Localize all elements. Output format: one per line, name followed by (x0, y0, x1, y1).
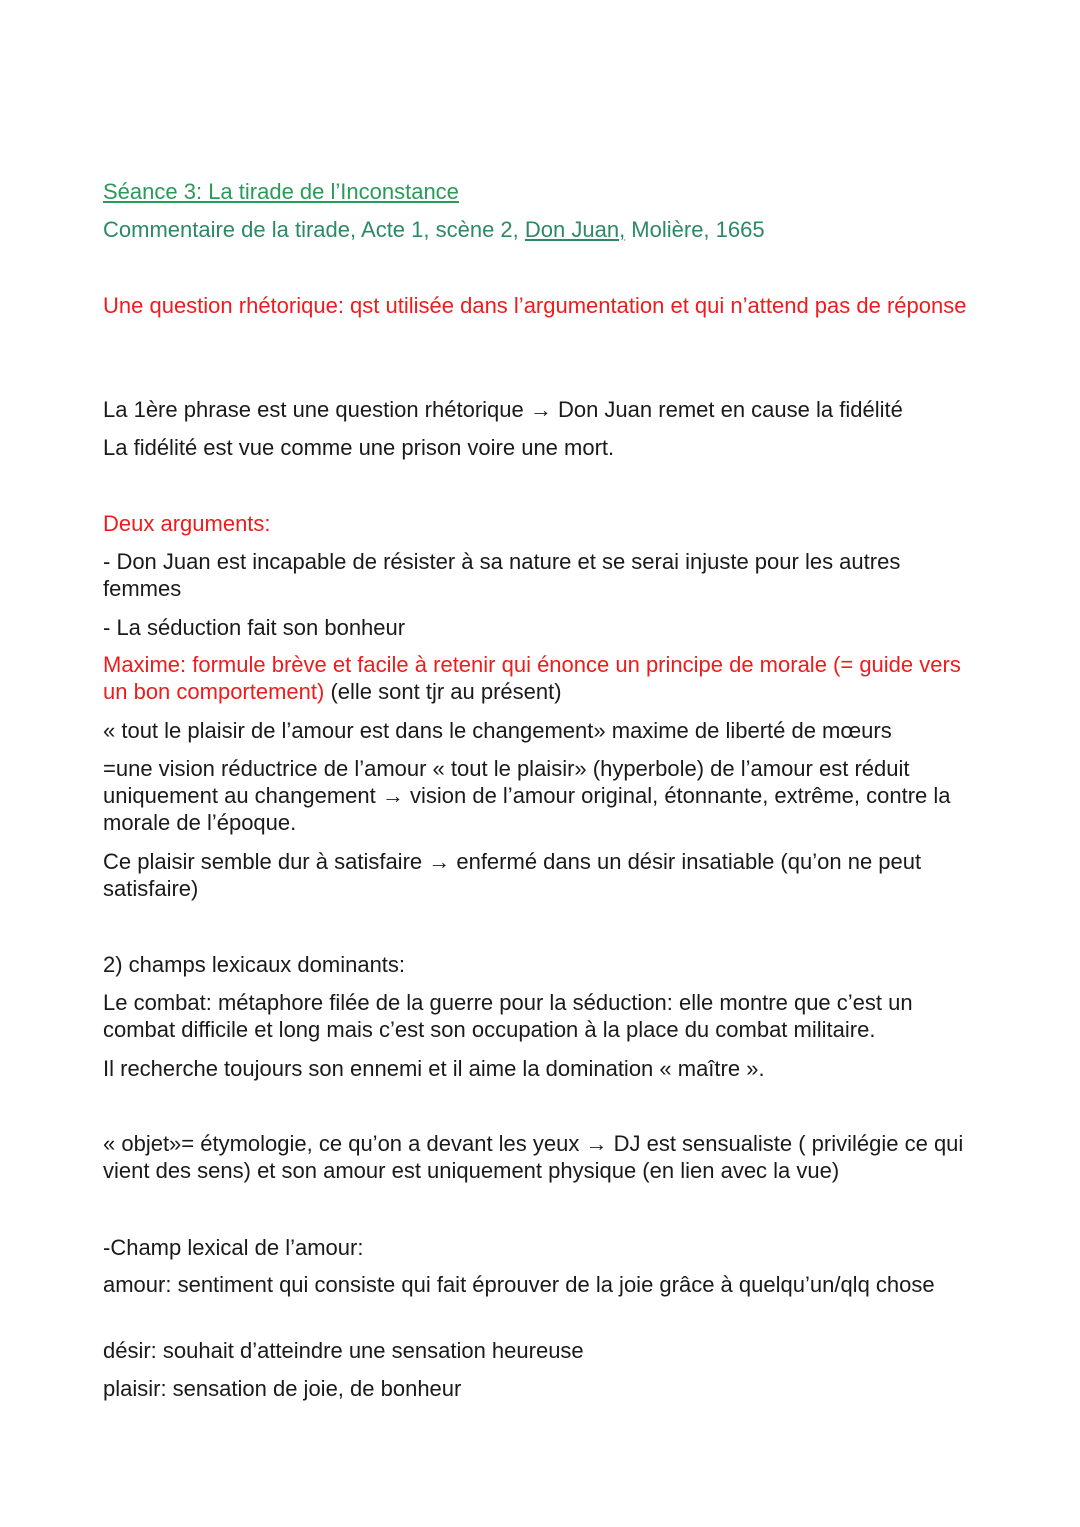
champ-domination: Il recherche toujours son ennemi et il aime la domination « maître ». (103, 1056, 765, 1081)
page-title: Séance 3: La tirade de l’Inconstance (103, 179, 459, 204)
champ-objet: « objet»= étymologie, ce qu’on a devant les yeux → DJ est sensualiste ( privilégie ce qui vient des sens) et son amour est uniquement physique (en lien avec la vue) (103, 1131, 964, 1183)
argument-item-2: - La séduction fait son bonheur (103, 615, 406, 640)
page-subtitle (103, 216, 983, 243)
maxime-analysis: =une vision réductrice de l’amour « tout le plaisir» (hyperbole) de l’amour est réduit uniquement au changement → vision de l’amour original, étonnante, extrême, contre la morale de l’époque. (103, 756, 951, 835)
intro-line-2: La fidélité est vue comme une prison voire une mort. (103, 435, 615, 460)
maxime-definition (103, 651, 983, 705)
subtitle-prefix: Commentaire de la tirade, Acte 1, scène 2, (103, 217, 525, 242)
don-juan-link[interactable]: Don Juan, (524, 217, 626, 242)
amour-item-plaisir: plaisir: sensation de joie, de bonheur (103, 1376, 462, 1401)
argument-item-1: - Don Juan est incapable de résister à sa nature et se serai injuste pour les autres femmes (103, 549, 901, 601)
intro-line-1: La 1ère phrase est une question rhétorique → Don Juan remet en cause la fidélité (103, 397, 903, 422)
maxime-note: (elle sont tjr au présent) (324, 679, 562, 704)
maxime-quote: « tout le plaisir de l’amour est dans le changement» maxime de liberté de mœurs (103, 718, 892, 743)
maxime-definition-text: Maxime: formule brève et facile à retenir qui énonce un principe de morale (= guide vers un bon comportement) (103, 652, 961, 704)
amour-item-desir: désir: souhait d’atteindre une sensation heureuse (103, 1338, 584, 1363)
arguments-heading: Deux arguments: (103, 511, 271, 536)
amour-item-amour: amour: sentiment qui consiste qui fait éprouver de la joie grâce à quelqu’un/qlq chose (103, 1272, 935, 1297)
definition-question-rhetorique: Une question rhétorique: qst utilisée dans l’argumentation et qui n’attend pas de réponse (103, 293, 967, 318)
amour-heading: -Champ lexical de l’amour: (103, 1235, 364, 1260)
subtitle-suffix: Molière, 1665 (625, 217, 765, 242)
maxime-conclusion: Ce plaisir semble dur à satisfaire → enfermé dans un désir insatiable (qu’on ne peut satisfaire) (103, 849, 922, 901)
champ-combat: Le combat: métaphore filée de la guerre pour la séduction: elle montre que c’est un combat difficile et long mais c’est son occupation à la place du combat militaire. (103, 990, 913, 1042)
champs-heading: 2) champs lexicaux dominants: (103, 952, 406, 977)
